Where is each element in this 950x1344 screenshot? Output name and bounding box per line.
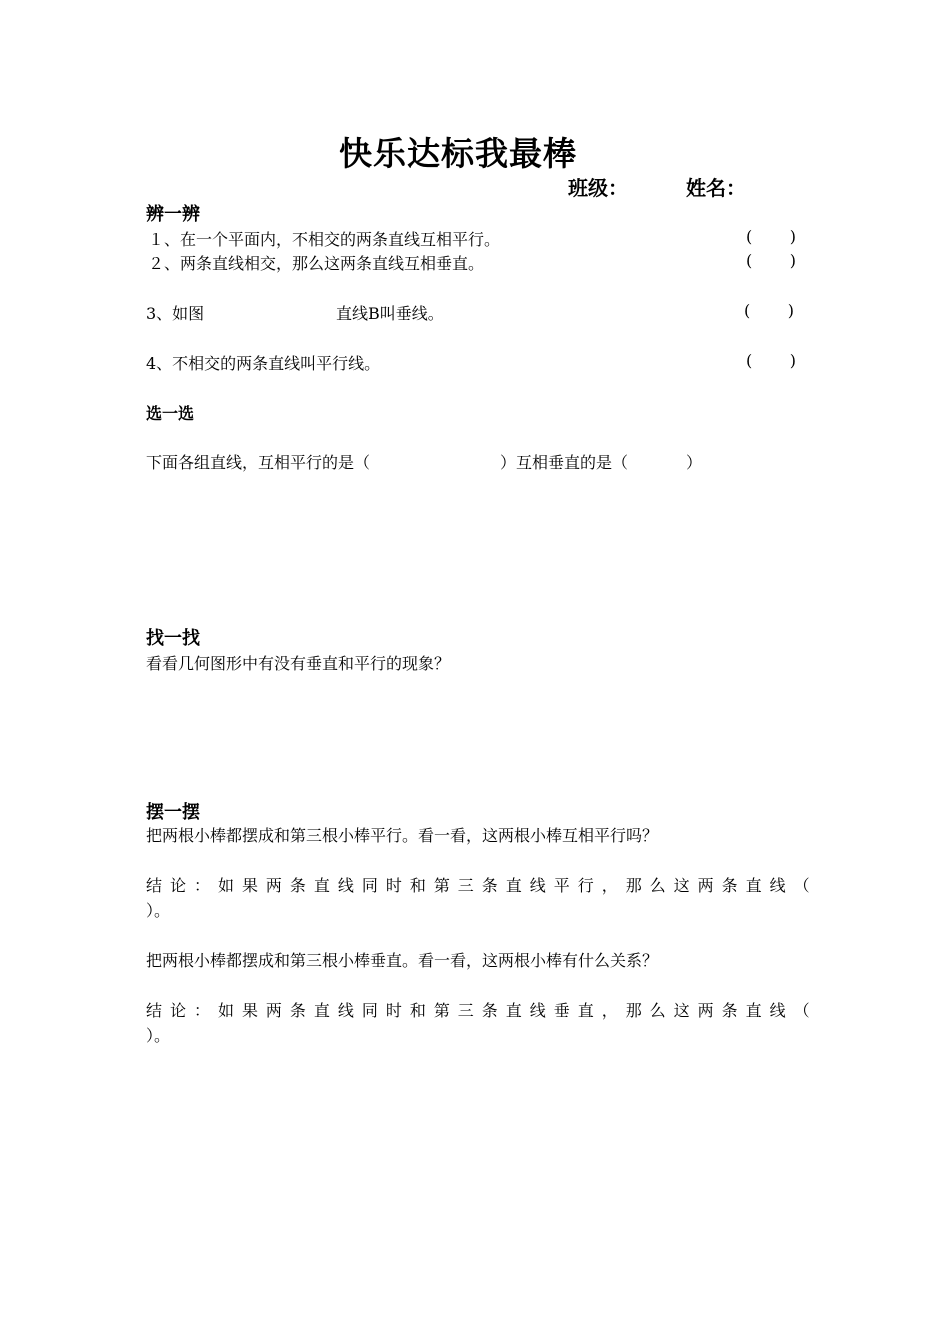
section-heading-choose: 选一选 (146, 404, 195, 423)
section-heading-find: 找一找 (146, 628, 200, 649)
answer-paren-2: ( ) (746, 251, 796, 270)
arrange-question-1: 把两根小棒都摆成和第三根小棒平行。看一看，这两根小棒互相平行吗？ (146, 826, 659, 845)
conclusion-1-line-2: ）。 (146, 901, 171, 920)
answer-paren-1: ( ) (746, 227, 796, 246)
judge-item-2: ２、两条直线相交，那么这两条直线互相垂直。 (148, 254, 485, 273)
choose-question-part-a: 下面各组直线，互相平行的是（ (146, 453, 371, 472)
conclusion-2-line-1: 结 论 ： 如 果 两 条 直 线 同 时 和 第 三 条 直 线 垂 直 ， 那 么 这 两 条 直 线 （ (146, 1001, 810, 1020)
arrange-question-2: 把两根小棒都摆成和第三根小棒垂直。看一看，这两根小棒有什么关系？ (146, 951, 659, 970)
conclusion-1-line-1: 结 论 ： 如 果 两 条 直 线 同 时 和 第 三 条 直 线 平 行 ， 那 么 这 两 条 直 线 （ (146, 876, 810, 895)
find-question: 看看几何图形中有没有垂直和平行的现象？ (146, 654, 451, 673)
answer-paren-4: ( ) (746, 351, 796, 370)
section-heading-arrange: 摆一摆 (146, 802, 200, 823)
answer-paren-3: ( ) (744, 301, 794, 320)
name-label: 姓名： (686, 176, 746, 200)
choose-question-part-b: ）互相垂直的是（ (500, 453, 629, 472)
judge-item-3: 直线B叫垂线。 (336, 304, 444, 323)
choose-question-part-c: ） (686, 453, 703, 472)
judge-item-3-prefix: 3、如图 (146, 304, 205, 323)
page-title: 快乐达标我最棒 (339, 134, 577, 173)
judge-item-4: 4、不相交的两条直线叫平行线。 (146, 354, 381, 373)
conclusion-2-line-2: ）。 (146, 1026, 171, 1045)
section-heading-judge: 辨一辨 (146, 204, 200, 225)
class-label: 班级： (568, 176, 628, 200)
judge-item-1: １、在一个平面内，不相交的两条直线互相平行。 (148, 230, 501, 249)
